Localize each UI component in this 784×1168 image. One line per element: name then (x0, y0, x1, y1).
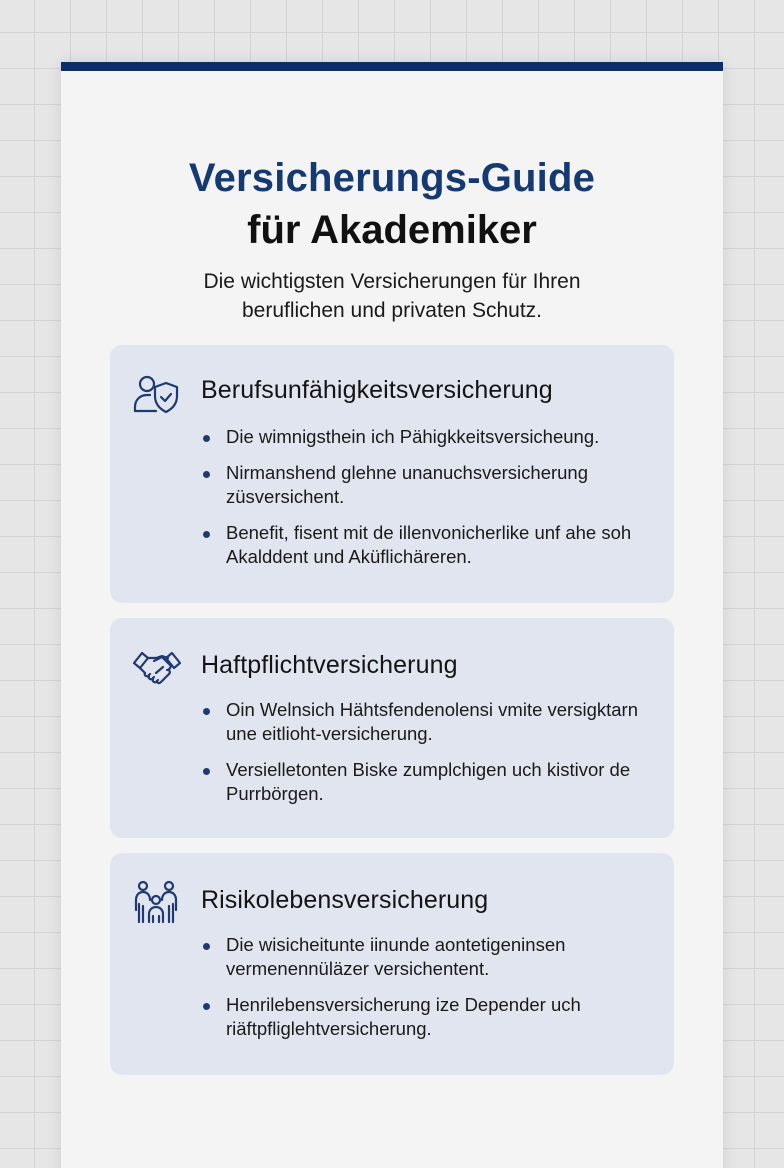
handshake-icon (132, 645, 182, 689)
list-item: Die wisicheitunte iinunde aontetigeninsen vermenennüläzer versichentent. (201, 933, 654, 981)
page-subtitle (61, 267, 723, 325)
guide-sheet (61, 62, 723, 1168)
list-item: Henrilebensversicherung ize Depender uch riäftpfliglehtversicherung. (201, 993, 654, 1041)
list-item: Oin Welnsich Hähtsfendenolensi vmite versigktarn une eitlioht-versicherung. (201, 698, 654, 746)
section-heading: Risikolebensversicherung (201, 886, 489, 914)
person-shield-check-icon (132, 373, 182, 417)
bullet-list (201, 933, 654, 1053)
section-risikoleben (110, 853, 674, 1075)
subtitle-line-1: Die wichtigsten Versicherungen für Ihren (203, 270, 581, 293)
list-item: Nirmanshend glehne unanuchsversicherung züsversichent. (201, 461, 654, 509)
page-title-line-2: für Akademiker (247, 208, 537, 252)
subtitle-line-2: beruflichen und privaten Schutz. (241, 299, 543, 322)
page-title-line-1: Versicherungs-Guide (188, 156, 596, 200)
bullet-list (201, 698, 654, 818)
list-item: Benefit, fisent mit de illenvonicherlike unf ahe soh Akalddent und Aküflichäreren. (201, 521, 654, 569)
section-heading: Berufsunfähigkeitsversicherung (201, 376, 553, 404)
bullet-list (201, 425, 654, 581)
accent-top-bar (61, 62, 723, 71)
section-haftpflicht (110, 618, 674, 838)
list-item: Versielletonten Biske zumplchigen uch kistivor de Purrbörgen. (201, 758, 654, 806)
family-icon (132, 880, 182, 924)
list-item: Die wimnigsthein ich Pähigkkeitsversicheung. (201, 425, 654, 449)
section-heading: Haftpflichtversicherung (201, 651, 458, 679)
section-berufsunfaehigkeit (110, 345, 674, 603)
